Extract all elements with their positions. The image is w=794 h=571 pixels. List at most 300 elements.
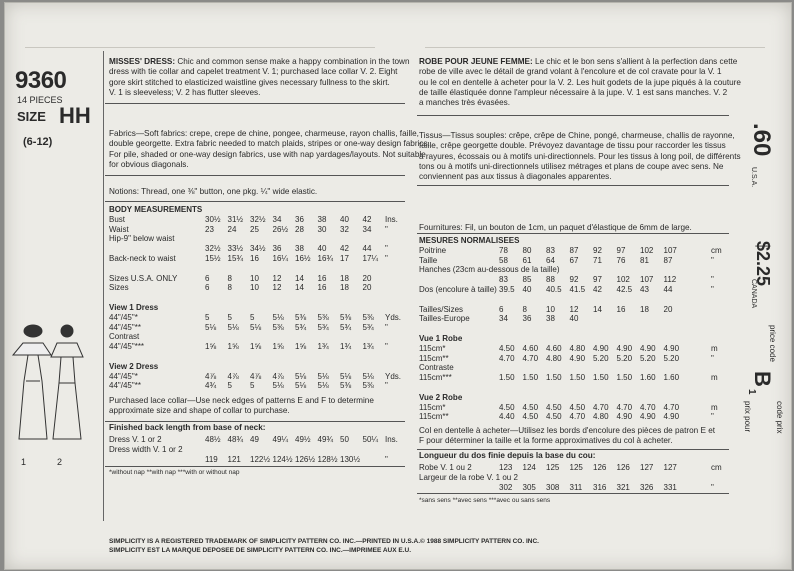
unit-cell: " [711,284,714,294]
en-description [109,57,409,98]
table-cell: 26½ [272,224,289,234]
unit-cell: " [385,322,388,332]
figure-label-1: 1 [21,457,27,467]
table-cell: 5⅜ [362,312,374,322]
fr-finished-table [419,463,729,492]
table-row [109,205,405,215]
unit-cell: Yds. [385,312,402,322]
en-fabrics-line: double georgette. Extra fabric needed to match plaids, stripes or one-way design fabrics. [109,139,430,149]
table-cell: 43 [640,284,649,294]
unit-cell: Ins. [385,214,398,224]
table-cell: 10 [250,273,259,283]
table-cell: 124½ [272,454,293,464]
fr-rule [417,233,729,234]
unit-cell: Yds. [385,371,402,381]
table-cell: 12 [272,273,282,283]
table-cell: 32½ [250,214,266,224]
table-cell: 17 [340,253,349,263]
price-code-letter: B [750,371,775,387]
table-cell: 127 [663,463,677,472]
unit-cell: cm [711,463,722,472]
table-cell: 125 [546,463,560,472]
table-cell: 49¾ [317,435,334,444]
table-cell: 87 [663,255,673,265]
fr-fabrics [419,131,741,182]
row-label: Bust [109,214,126,224]
table-cell: 5⅛ [250,322,262,332]
table-cell: 5 [227,381,232,391]
table-cell: 4.70 [593,402,609,412]
en-desc-line: gore skirt stitched to elasticized waistline gives necessary fullness to the skirt. [109,77,390,87]
footer-line-2: SIMPLICITY EST LA MARQUE DEPOSEE DE SIMPLICITY PATTERN CO. INC.—IMPRIMEE AUX E.U. [109,547,412,554]
price-canada-country: CANADA [750,279,757,309]
table-cell: 5⅛ [227,322,239,332]
fr-lace-line: F pour déterminer la taille et la forme approximatives du col à acheter. [419,436,673,446]
table-cell: 4.40 [499,412,515,422]
en-fabrics-line: For pile, shaded or one-way design fabrics, use with nap yardages/layouts. Not suitable [109,149,426,159]
table-cell: 5¾ [340,322,352,332]
table-cell: 92 [569,275,579,285]
table-cell: 41.5 [569,284,586,294]
pattern-number: 9360 [15,67,67,94]
table-cell: 58 [499,255,508,265]
table-row [109,362,405,372]
table-cell: 49 [250,435,259,444]
table-cell: 5⅛ [295,371,307,381]
table-row [109,445,405,455]
table-row [109,372,405,382]
table-cell: 1⅝ [295,342,307,352]
en-finished-table [109,435,405,464]
price-usa-country: U.S.A. [750,167,757,188]
table-cell: 28 [295,224,304,234]
en-lace-note [109,396,374,417]
price-usa: .60 [748,123,775,157]
row-label: Taille [419,255,438,265]
table-cell: 78 [499,245,508,255]
table-cell: 122½ [250,454,271,464]
table-row [419,383,729,393]
en-rule [105,421,405,422]
en-rule [105,201,405,202]
table-cell: 67 [569,255,579,265]
table-cell: 4.70 [499,353,515,363]
table-cell: 10 [250,283,259,293]
table-cell: 49½ [295,435,311,444]
table-cell: 4.90 [640,412,656,422]
table-cell: 126 [616,463,630,472]
fr-fabrics-line: à rayures, écossais ou à motifs uni-directionnels. Pour les tissus à long poil, de différents [419,151,741,161]
table-cell: 15¾ [227,253,244,263]
table-cell: 44 [362,244,372,254]
fr-desc-title: ROBE POUR JEUNE FEMME: [419,57,533,66]
row-label: Robe V. 1 ou 2 [419,463,472,472]
fr-measurements-table [419,236,729,422]
table-row [109,283,405,293]
table-cell: 42.5 [616,284,633,294]
fr-description [419,57,741,108]
table-row [419,412,729,422]
table-cell: 44 [663,284,673,294]
table-cell: 16 [616,304,626,314]
price-code-fr: code prix [775,401,784,434]
table-cell: 20 [362,283,372,293]
table-cell: 5.20 [640,353,656,363]
unit-cell: " [385,342,388,352]
table-cell: 4.50 [546,402,562,412]
table-cell: 8 [522,304,527,314]
table-row [109,313,405,323]
fr-rule [417,449,729,450]
fr-finished-title: Longueur du dos finie depuis la base du cou: [419,451,596,460]
table-cell: 121 [227,454,241,464]
table-cell: 127 [640,463,654,472]
en-desc-line: dress with tie collar and capelet treatment V. 1; purchased lace collar V. 2. Eight [109,67,398,77]
en-rule [105,175,405,176]
table-row [419,285,729,295]
row-label: Tailles-Europe [419,314,470,324]
table-cell: 5¾ [362,322,374,332]
row-label: 44"/45"** [109,322,141,332]
table-cell: 18 [640,304,649,314]
unit-cell: " [711,482,714,492]
row-label: Dos (encolure à taille) [419,284,497,294]
row-label: 115cm* [419,402,446,412]
table-cell: 15½ [205,253,221,263]
table-cell: 4.90 [640,343,656,353]
table-cell: 49¼ [272,435,289,444]
table-cell: 64 [546,255,555,265]
table-cell: 1¾ [362,342,374,352]
table-row [109,303,405,313]
table-cell: 4.70 [640,402,656,412]
envelope-back [4,2,792,570]
row-label: Waist [109,224,129,234]
unit-cell: " [711,353,714,363]
row-label: Vue 2 Robe [419,392,463,402]
table-cell: 1.50 [522,373,539,383]
table-row [419,373,729,383]
table-cell: 38 [317,214,327,224]
size-range: (6-12) [23,136,53,148]
table-cell: 5⅛ [317,381,329,391]
table-cell: 80 [522,245,532,255]
table-cell: 85 [522,275,532,285]
row-label: 44"/45"** [109,381,141,391]
table-cell: 5.20 [616,353,633,363]
fr-fabrics-line: conviennent pas aux tissus à diagonales apparentes. [419,172,612,182]
en-rule [105,103,405,104]
table-cell: 4.70 [663,402,680,412]
table-cell: 1⅝ [205,342,217,352]
table-cell: 97 [616,245,626,255]
table-cell: 4.50 [522,402,539,412]
row-label: Contraste [419,363,454,373]
table-row [419,354,729,364]
table-cell: 16 [250,253,259,263]
table-cell: 1⅝ [272,342,284,352]
table-cell: 316 [593,482,607,492]
table-cell: 12 [272,283,282,293]
table-cell: 14 [295,273,304,283]
row-label: Sizes [109,283,129,293]
table-cell: 4.80 [569,343,586,353]
row-label: Dress width V. 1 or 2 [109,444,183,454]
en-fabrics-line: for obvious diagonals. [109,159,189,169]
table-cell: 5.20 [663,353,680,363]
en-fabrics-line: Fabrics—Soft fabrics: crepe, crepe de chine, pongee, charmeuse, rayon challis, faille, [109,129,419,138]
table-cell: 1.50 [616,373,633,383]
table-cell: 5⅛ [272,312,284,322]
table-cell: 14 [295,283,304,293]
table-cell: 102 [616,275,630,285]
table-cell: 5 [250,381,255,391]
en-rule [105,466,405,467]
unit-cell: " [385,253,388,263]
table-row [419,363,729,373]
table-row [109,381,405,391]
table-cell: 130½ [340,454,361,464]
table-cell: 4.50 [499,343,515,353]
fr-rule [417,493,729,494]
table-row [109,342,405,352]
fr-desc-line: Le chic et le bon sens s'allient à la perfection dans cette [535,57,738,66]
table-cell: 32½ [205,244,221,254]
table-row [109,264,405,274]
table-cell: 4.80 [593,412,609,422]
table-cell: 5⅜ [317,312,329,322]
table-cell: 5 [250,312,255,322]
table-cell: 5⅜ [340,381,352,391]
table-cell: 4.70 [522,353,539,363]
unit-cell: " [385,454,388,464]
table-cell: 4.50 [522,412,539,422]
table-cell: 12 [569,304,579,314]
table-cell: 14 [593,304,602,314]
table-cell: 305 [522,482,536,492]
table-cell: 4.80 [546,353,562,363]
table-cell: 326 [640,482,654,492]
en-desc-line: Chic and common sense make a happy combination in the town [177,57,410,66]
table-cell: 97 [593,275,602,285]
table-cell: 5⅛ [272,381,284,391]
table-cell: 23 [205,224,214,234]
table-cell: 5 [227,312,232,322]
table-cell: 128½ [317,454,338,464]
table-cell: 4.50 [569,402,586,412]
fr-rule [417,115,729,116]
table-cell: 36 [295,214,304,224]
en-desc-title: MISSES' DRESS: [109,57,176,66]
table-cell: 10 [546,304,555,314]
unit-cell: " [385,381,388,391]
unit-cell: cm [711,245,722,255]
table-cell: 5⅛ [295,381,307,391]
table-row [419,275,729,285]
table-cell: 5⅜ [340,312,352,322]
table-cell: 308 [546,482,560,492]
row-label: 44"/45"* [109,371,138,381]
table-cell: 5¾ [317,322,329,332]
table-cell: 17¼ [362,253,379,263]
table-cell: 6 [499,304,504,314]
row-label: View 2 Dress [109,361,159,371]
table-row [419,236,729,246]
dress-sketches [11,321,91,456]
unit-cell: m [711,373,718,383]
figure-label-2: 2 [57,457,63,467]
table-cell: 4.60 [522,343,539,353]
en-measurements-table [109,205,405,391]
en-lace-line: Purchased lace collar—Use neck edges of patterns E and F to determine [109,396,374,405]
table-row [419,334,729,344]
fr-desc-line: robe de ville avec le détail de grand volant à l'encolure et de col cravate pour la V. 1 [419,67,722,77]
table-row [109,332,405,342]
table-cell: 34 [362,224,372,234]
table-cell: 4.90 [593,343,609,353]
row-label: BODY MEASUREMENTS [109,205,203,214]
left-divider [103,51,104,521]
table-cell: 31½ [227,214,244,224]
table-cell: 16 [317,273,327,283]
en-fabrics [109,129,430,170]
price-code-label: price code [768,325,777,362]
table-cell: 6 [205,273,210,283]
table-row [109,274,405,284]
row-label: Contrast [109,332,140,342]
table-cell: 4¾ [205,381,217,391]
table-cell: 48¾ [227,435,244,444]
table-cell: 331 [663,482,677,492]
table-cell: 88 [546,275,555,285]
table-cell: 311 [569,482,583,492]
fr-desc-line: de taille élastiquée donne l'ampleur nécessaire à la jupe. V. 1 est sans manches. V. 2 [419,87,728,97]
table-cell: 30 [317,224,327,234]
table-cell: 302 [499,482,513,492]
table-cell: 36 [272,244,282,254]
fr-fabrics-line: Tissus—Tissus souples: crêpe, crêpe de Chine, pongé, charmeuse, challis de rayonne, [419,131,735,140]
table-row [419,256,729,266]
table-cell: 16¾ [317,253,334,263]
table-cell: 4.90 [616,412,633,422]
table-cell: 4.70 [569,412,586,422]
size-label: SIZE [17,109,46,124]
table-cell: 50¼ [362,435,379,444]
table-cell: 1⅝ [250,342,262,352]
table-cell: 4.50 [546,412,562,422]
row-label: MESURES NORMALISEES [419,236,520,245]
table-cell: 5⅜ [362,381,374,391]
table-cell: 1.60 [663,373,680,383]
table-row [419,305,729,315]
table-cell: 36 [522,314,532,324]
table-cell: 5⅛ [340,371,352,381]
table-cell: 5⅛ [205,322,217,332]
table-row [419,463,729,473]
table-cell: 4.90 [663,343,680,353]
fr-fabrics-line: faille, crêpe georgette double. Prévoyez davantage de tissu pour raccorder les tissus [419,141,726,151]
table-cell: 119 [205,454,218,464]
fr-desc-line: a manches très évasées. [419,98,511,108]
size-value: HH [59,103,91,128]
table-cell: 20 [663,304,673,314]
table-row [109,234,405,244]
table-row [419,314,729,324]
table-cell: 5⅛ [362,371,374,381]
table-cell: 107 [640,275,654,285]
en-notions: Notions: Thread, one ⅜" button, one pkg. ¼" wide elastic. [109,187,318,196]
en-lace-line: approximate size and shape of collar to purchase. [109,406,290,416]
table-cell: 126 [593,463,607,472]
table-cell: 39.5 [499,284,515,294]
table-row [419,393,729,403]
unit-cell: " [385,224,388,234]
table-row [419,324,729,334]
row-label: Hip-9" below waist [109,234,175,244]
row-label: 44"/45"*** [109,342,145,352]
fr-lace-note [419,426,715,447]
table-cell: 34 [272,214,282,224]
table-cell: 8 [227,273,232,283]
table-cell: 4⅞ [227,371,239,381]
table-cell: 1¾ [340,342,352,352]
table-row [109,455,405,465]
table-row [109,352,405,362]
unit-cell: Ins. [385,435,398,444]
table-row [419,344,729,354]
table-cell: 25 [250,224,259,234]
table-row [109,435,405,445]
pieces-count: 14 PIECES [17,95,63,105]
table-cell: 5.20 [593,353,609,363]
fr-desc-line: ou le col en dentelle à acheter pour la V. 2. Les huit godets de la jupe piqués à la couture [419,77,741,87]
table-cell: 40 [522,284,532,294]
row-label: Poitrine [419,245,447,255]
row-label: Hanches (23cm au-dessous de la taille) [419,265,560,275]
row-label: Vue 1 Robe [419,333,463,343]
table-cell: 123 [499,463,513,472]
table-row [419,265,729,275]
table-cell: 33½ [227,244,244,254]
table-cell: 81 [640,255,649,265]
table-cell: 38 [295,244,304,254]
table-cell: 87 [569,245,579,255]
table-cell: 20 [362,273,372,283]
table-cell: 42 [340,244,349,254]
en-finished-title: Finished back length from base of neck: [109,423,266,432]
table-cell: 1.50 [569,373,586,383]
table-cell: 92 [593,245,602,255]
table-cell: 18 [340,273,349,283]
table-cell: 83 [546,245,555,255]
table-cell: 1¾ [317,342,329,352]
table-cell: 5¾ [295,322,307,332]
table-cell: 42 [593,284,602,294]
table-cell: 4⅞ [205,371,217,381]
table-cell: 24 [227,224,237,234]
table-cell: 40 [569,314,579,324]
row-label: 44"/45"* [109,312,138,322]
table-cell: 4.90 [569,353,586,363]
row-label: Dress V. 1 or 2 [109,435,162,444]
table-cell: 1⅝ [227,342,239,352]
table-cell: 4⅞ [272,371,284,381]
unit-cell: m [711,343,718,353]
table-cell: 38 [546,314,555,324]
unit-cell: " [711,412,714,422]
table-row [109,215,405,225]
table-row [419,473,729,483]
